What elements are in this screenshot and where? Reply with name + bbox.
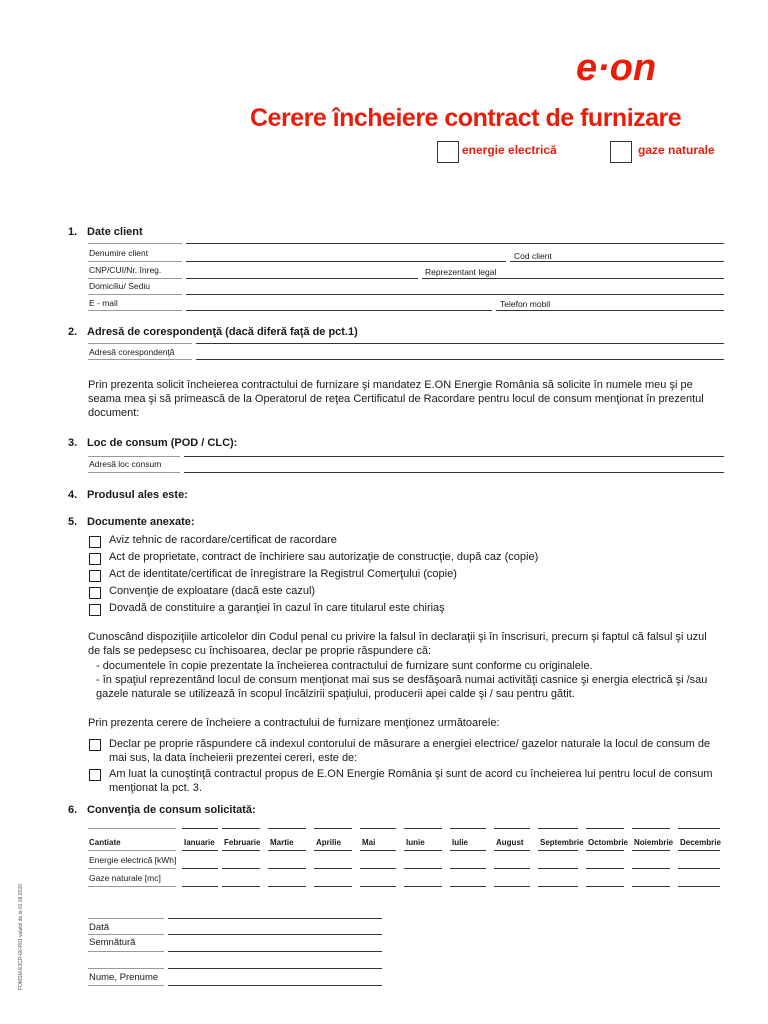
natural-gas-checkbox[interactable] <box>610 141 632 163</box>
month-header-7: Iulie <box>452 838 469 847</box>
electricity-cell-12[interactable] <box>678 868 720 869</box>
date-label: Dată <box>89 922 110 933</box>
mandate-paragraph: Prin prezenta solicit încheierea contractului de furnizare şi mandatez E.ON Energie România să solicite în numele meu şi pe seama mea şi să primească de la Operatorul de reţea Certificatul de Racordare pentru locul de consum menţionat în prezentul document: <box>88 379 704 419</box>
gas-cell-2[interactable] <box>222 886 260 887</box>
gas-cell-8[interactable] <box>494 886 530 887</box>
doc-checkbox[interactable] <box>89 570 101 582</box>
table-header-rule <box>494 850 530 851</box>
electricity-cell-6[interactable] <box>404 868 442 869</box>
name-label: Nume, Prenume <box>89 972 159 983</box>
doc-checkbox[interactable] <box>89 604 101 616</box>
section-3-heading: 3. Loc de consum (POD / CLC): <box>68 437 238 449</box>
row-label-electricity: Energie electrică [kWh] <box>89 855 177 865</box>
divider <box>88 456 180 457</box>
date-field[interactable] <box>168 918 382 919</box>
section-1-heading: 1. Date client <box>68 226 143 238</box>
table-header-rule <box>222 850 260 851</box>
energy-electric-label: energie electrică <box>462 143 557 157</box>
consumption-address-field-line2[interactable] <box>184 472 724 473</box>
correspondence-address-field-line2[interactable] <box>196 359 724 360</box>
electricity-cell-10[interactable] <box>586 868 624 869</box>
table-header-rule <box>450 850 486 851</box>
divider <box>88 951 164 952</box>
divider <box>88 918 164 919</box>
svg-text:e·on: e·on <box>576 50 657 86</box>
month-header-3: Martie <box>270 838 294 847</box>
electricity-cell-2[interactable] <box>222 868 260 869</box>
table-header-quantity: Cantiate <box>89 838 121 847</box>
table-header-rule <box>360 850 396 851</box>
correspondence-address-field[interactable] <box>196 343 724 344</box>
table-header-top-rule <box>222 828 260 829</box>
divider <box>88 278 182 279</box>
doc-item: Act de proprietate, contract de închiriere sau autorizaţie de construcţie, după caz (copie) <box>109 551 539 563</box>
doc-item: Dovadă de constituire a garanţiei în cazul în care titularul este chiriaş <box>109 602 445 614</box>
gas-cell-6[interactable] <box>404 886 442 887</box>
section-2-heading: 2. Adresă de corespondenţă (dacă diferă faţă de pct.1) <box>68 326 358 338</box>
cnp-field[interactable] <box>186 278 418 279</box>
email-label: E - mail <box>89 298 118 308</box>
name-field[interactable] <box>168 968 382 969</box>
page-title: Cerere încheiere contract de furnizare <box>250 104 682 132</box>
divider <box>88 934 164 935</box>
gas-cell-1[interactable] <box>182 886 218 887</box>
divider <box>88 968 164 969</box>
section-6-heading: 6. Convenţia de consum solicitată: <box>68 804 256 816</box>
table-header-top-rule <box>268 828 306 829</box>
table-header-rule <box>678 850 720 851</box>
doc-checkbox[interactable] <box>89 587 101 599</box>
doc-item: Act de identitate/certificat de înregistrare la Registrul Comerţului (copie) <box>109 568 457 580</box>
legal-rep-field[interactable] <box>422 278 724 279</box>
gas-cell-9[interactable] <box>538 886 578 887</box>
gas-cell-7[interactable] <box>450 886 486 887</box>
legal-rep-label: Reprezentant legal <box>425 267 497 277</box>
table-row-rule <box>88 886 176 887</box>
month-header-9: Septembrie <box>540 838 584 847</box>
contract-agreement-checkbox[interactable] <box>89 769 101 781</box>
table-header-top-rule <box>450 828 486 829</box>
divider <box>88 985 164 986</box>
electricity-cell-5[interactable] <box>360 868 396 869</box>
table-header-top-rule <box>678 828 720 829</box>
table-header-rule <box>182 850 218 851</box>
doc-item: Convenţie de exploatare (dacă este cazul) <box>109 585 316 597</box>
doc-item: Aviz tehnic de racordare/certificat de racordare <box>109 534 337 546</box>
row-label-gas: Gaze naturale [mc] <box>89 873 161 883</box>
table-header-rule <box>586 850 624 851</box>
section-4-heading: 4. Produsul ales este: <box>68 489 188 501</box>
email-field[interactable] <box>186 310 492 311</box>
name-field-line2[interactable] <box>168 985 382 986</box>
table-row-rule <box>88 868 176 869</box>
table-header-top-rule <box>182 828 218 829</box>
energy-electric-checkbox[interactable] <box>437 141 459 163</box>
client-name-label: Denumire client <box>89 248 149 258</box>
consumption-address-label: Adresă loc consum <box>89 459 162 469</box>
electricity-cell-3[interactable] <box>268 868 306 869</box>
electricity-cell-11[interactable] <box>632 868 670 869</box>
month-header-5: Mai <box>362 838 376 847</box>
table-header-top-rule <box>586 828 624 829</box>
divider <box>88 294 182 295</box>
table-header-top-rule <box>632 828 670 829</box>
table-header-rule <box>632 850 670 851</box>
table-header-top-rule <box>360 828 396 829</box>
mention-paragraph: Prin prezenta cerere de încheiere a contractului de furnizare menţionez următoarele: <box>88 717 500 729</box>
client-code-field[interactable] <box>510 261 724 262</box>
form-code: FOMSM-E3CR-66-R01 valabil de la 01.08.2020 <box>18 884 24 990</box>
month-header-12: Decembrie <box>680 838 721 847</box>
electricity-cell-1[interactable] <box>182 868 218 869</box>
gas-cell-4[interactable] <box>314 886 352 887</box>
mobile-field[interactable] <box>496 310 724 311</box>
doc-checkbox[interactable] <box>89 553 101 565</box>
cnp-label: CNP/CUI/Nr. înreg. <box>89 265 162 275</box>
consumption-address-field[interactable] <box>184 456 724 457</box>
signature-field[interactable] <box>168 951 382 952</box>
table-header-top-rule <box>404 828 442 829</box>
declaration-bullet-2: - în spaţiul reprezentând locul de consum menţionat mai sus se desfăşoară numai activităţi casnice şi energia electrică şi /sau gazele naturale se utilizează în scopul încălzirii spaţiului, producerii apei calde şi / sau pentru gătit. <box>96 674 708 700</box>
client-code-label: Cod client <box>514 251 552 261</box>
gas-cell-12[interactable] <box>678 886 720 887</box>
declaration-bullet-1: - documentele în copie prezentate la încheierea contractului de furnizare sunt conforme cu originalele. <box>96 660 593 672</box>
divider <box>88 472 180 473</box>
table-header-rule <box>314 850 352 851</box>
address-field[interactable] <box>186 294 724 295</box>
table-header-top-rule <box>538 828 578 829</box>
month-header-6: Iunie <box>406 838 425 847</box>
contract-agreement-statement: Am luat la cunoştinţă contractul propus de E.ON Energie România şi sunt de acord cu încheierea lui pentru locul de consum menţionat la pct. 3. <box>109 768 713 794</box>
table-header-top-rule <box>494 828 530 829</box>
table-row-rule <box>88 850 176 851</box>
gas-cell-5[interactable] <box>360 886 396 887</box>
table-header-top-rule <box>314 828 352 829</box>
table-header-rule <box>538 850 578 851</box>
table-header-rule <box>268 850 306 851</box>
gas-cell-3[interactable] <box>268 886 306 887</box>
divider <box>88 343 192 344</box>
mobile-label: Telefon mobil <box>500 299 551 309</box>
month-header-11: Noiembrie <box>634 838 674 847</box>
month-header-2: Februarie <box>224 838 261 847</box>
address-label: Domiciliu/ Sediu <box>89 281 150 291</box>
meter-index-checkbox[interactable] <box>89 739 101 751</box>
divider <box>88 310 182 311</box>
doc-checkbox[interactable] <box>89 536 101 548</box>
month-header-8: August <box>496 838 524 847</box>
electricity-cell-9[interactable] <box>538 868 578 869</box>
month-header-1: Ianuarie <box>184 838 215 847</box>
section-5-heading: 5. Documente anexate: <box>68 516 195 528</box>
month-header-10: Octombrie <box>588 838 629 847</box>
gas-cell-10[interactable] <box>586 886 624 887</box>
client-name-field-line2[interactable] <box>186 261 506 262</box>
client-name-field[interactable] <box>186 243 724 244</box>
meter-index-statement: Declar pe proprie răspundere că indexul contorului de măsurare a energiei electrice/ gazelor naturale la locul de consum de mai sus, la data încheierii prezentei cereri, este de: <box>109 738 711 764</box>
month-header-4: Aprilie <box>316 838 341 847</box>
divider <box>88 243 182 244</box>
correspondence-address-label: Adresă corespondenţă <box>89 347 175 357</box>
electricity-cell-8[interactable] <box>494 868 530 869</box>
natural-gas-label: gaze naturale <box>638 143 715 157</box>
electricity-cell-4[interactable] <box>314 868 352 869</box>
signature-label: Semnătură <box>89 937 136 948</box>
date-field-line2[interactable] <box>168 934 382 935</box>
electricity-cell-7[interactable] <box>450 868 486 869</box>
declaration-intro: Cunoscând dispoziţiile articolelor din Codul penal cu privire la falsul în declaraţii şi în înscrisuri, precum şi faptul că falsul şi uzul de fals se pedepsesc cu închisoarea, declar pe proprie răspundere că: <box>88 631 707 657</box>
consumption-table <box>88 828 724 888</box>
divider <box>88 359 192 360</box>
table-top-rule <box>88 828 176 829</box>
table-header-rule <box>404 850 442 851</box>
divider <box>88 261 182 262</box>
gas-cell-11[interactable] <box>632 886 670 887</box>
eon-logo <box>576 50 726 86</box>
